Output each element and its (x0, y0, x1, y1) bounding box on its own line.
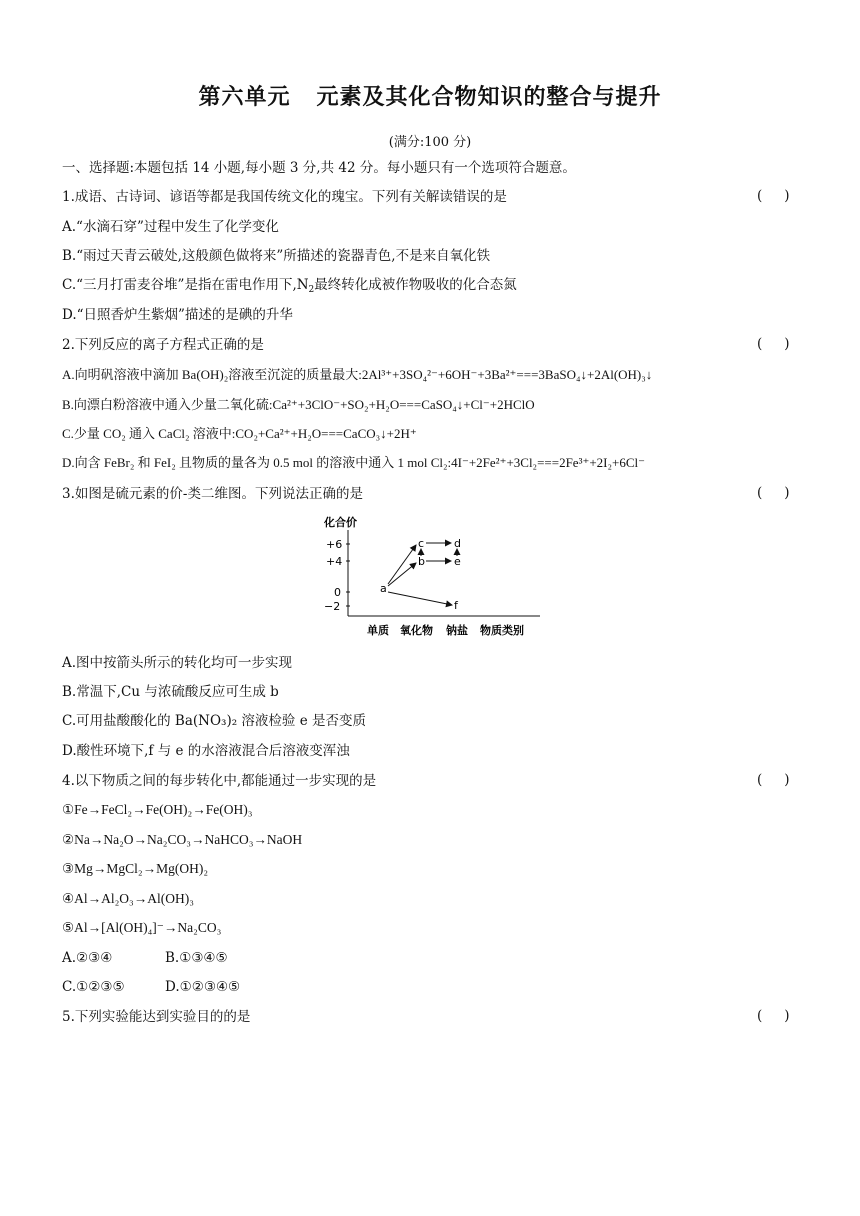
q2-stem: 2.下列反应的离子方程式正确的是 (62, 337, 264, 353)
x-label-element: 单质 (367, 624, 389, 637)
y-tick-plus4: +4 (326, 555, 343, 568)
q4-item-1: ①Fe→FeCl₂→Fe(OH)₂→Fe(OH)₃ (62, 802, 253, 817)
unit-label: 第六单元 (198, 85, 291, 110)
q3-option-b: B.常温下,Cu 与浓硫酸反应可生成 b (62, 684, 279, 700)
arrow-a-to-c (388, 545, 416, 584)
q4-item-3: ③Mg→MgCl₂→Mg(OH)₂ (62, 861, 209, 876)
q3-answer-paren[interactable]: ( ) (757, 485, 790, 501)
x-label-category: 物质类别 (480, 624, 524, 637)
q2-option-d: D.向含 FeBr₂ 和 FeI₂ 且物质的量各为 0.5 mol 的溶液中通入 1 mol Cl₂:4I⁻+2Fe²⁺+3Cl₂===2Fe³⁺+2I₂+6Cl⁻ (62, 455, 646, 470)
q2-option-a: A.向明矾溶液中滴加 Ba(OH)₂溶液至沉淀的质量最大:2Al³⁺+3SO₄²⁻+6OH⁻+3Ba²⁺===3BaSO₄↓+2Al(OH)₃↓ (62, 367, 653, 382)
x-label-sodium-salt: 钠盐 (446, 624, 468, 637)
point-b: b (418, 555, 425, 568)
q1-option-a: A.“水滴石穿”过程中发生了化学变化 (62, 219, 279, 235)
q1-option-c: C.“三月打雷麦谷堆”是指在雷电作用下$,N_2$最终转化成被作物吸收的化合态氮 (62, 277, 517, 295)
q2-option-c: C.少量 CO₂ 通入 CaCl₂ 溶液中:CO₂+Ca²⁺+H₂O===CaCO₃↓+2H⁺ (62, 426, 417, 441)
point-f: f (454, 599, 458, 612)
q4-option-b: B.①③④⑤ (165, 950, 228, 966)
q3-option-c: C.可用盐酸酸化的 Ba(NO₃)₂ 溶液检验 e 是否变质 (62, 713, 367, 729)
q2-answer-paren[interactable]: ( ) (757, 336, 790, 352)
point-d: d (454, 537, 461, 550)
q1-stem: 1.成语、古诗词、谚语等都是我国传统文化的瑰宝。下列有关解读错误的是 (62, 189, 507, 205)
page-title (0, 80, 860, 111)
unit-title: 元素及其化合物知识的整合与提升 (316, 85, 662, 110)
q4-item-4: ④Al→Al₂O₃→Al(OH)₃ (62, 891, 194, 906)
q4-item-2: ②Na→Na₂O→Na₂CO₃→NaHCO₃→NaOH (62, 832, 303, 847)
q1-option-b: B.“雨过天青云破处,这般颜色做将来”所描述的瓷器青色,不是来自氧化铁 (62, 248, 491, 264)
arrow-a-to-b (388, 563, 416, 586)
q2-option-b: B.向漂白粉溶液中通入少量二氧化硫:Ca²⁺+3ClO⁻+SO₂+H₂O===CaSO₄↓+Cl⁻+2HClO (62, 397, 535, 412)
q4-stem: 4.以下物质之间的每步转化中,都能通过一步实现的是 (62, 773, 377, 789)
q3-option-a: A.图中按箭头所示的转化均可一步实现 (62, 655, 293, 671)
sulfur-valence-class-diagram (324, 512, 544, 642)
y-axis-title: 化合价 (324, 516, 357, 529)
q3-stem: 3.如图是硫元素的价-类二维图。下列说法正确的是 (62, 486, 363, 502)
q4-answer-paren[interactable]: ( ) (757, 772, 790, 788)
point-a: a (380, 582, 387, 595)
q1-answer-paren[interactable]: ( ) (757, 188, 790, 204)
q4-option-c: C.①②③⑤ (62, 979, 125, 995)
q5-stem: 5.下列实验能达到实验目的的是 (62, 1009, 251, 1025)
full-score: (满分:100 分) (388, 135, 472, 150)
y-tick-zero: 0 (334, 586, 341, 599)
q1-option-d: D.“日照香炉生紫烟”描述的是碘的升华 (62, 307, 293, 323)
q4-option-a: A.②③④ (62, 950, 113, 966)
y-tick-plus6: +6 (326, 538, 343, 551)
q5-answer-paren[interactable]: ( ) (757, 1008, 790, 1024)
y-tick-minus2: −2 (324, 600, 341, 613)
section-intro: 一、选择题:本题包括 14 小题,每小题 3 分,共 42 分。每小题只有一个选项符合题意。 (62, 160, 576, 176)
q4-option-d: D.①②③④⑤ (165, 979, 241, 995)
q3-option-d: D.酸性环境下,f 与 e 的水溶液混合后溶液变浑浊 (62, 743, 350, 759)
x-label-oxide: 氧化物 (400, 624, 433, 637)
arrow-a-to-f (388, 592, 452, 605)
point-e: e (454, 555, 461, 568)
q4-item-5: ⑤Al→[Al(OH)₄]⁻→Na₂CO₃ (62, 920, 222, 935)
point-c: c (418, 537, 425, 550)
